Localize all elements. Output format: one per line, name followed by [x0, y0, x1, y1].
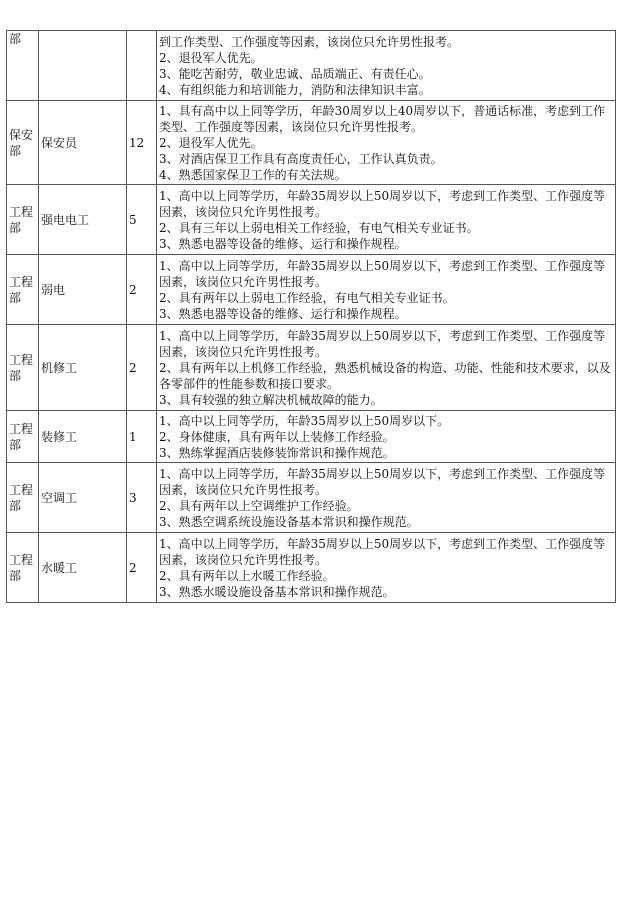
requirement-line: 2、具有两年以上空调维护工作经验。 — [159, 498, 359, 513]
requirements-cell — [157, 101, 616, 185]
department-cell: 工程部 — [7, 463, 39, 533]
position-cell — [39, 31, 127, 101]
position-cell: 水暖工 — [39, 533, 127, 603]
requirement-line: 3、熟悉空调系统设施设备基本常识和操作规范。 — [159, 514, 419, 529]
requirement-line: 1、高中以上同等学历，年龄35周岁以上50周岁以下，考虑到工作类型、工作强度等因素，该岗位只允许男性报考。 — [159, 328, 606, 359]
requirements-cell — [157, 463, 616, 533]
headcount-cell: 1 — [127, 411, 157, 463]
requirement-line: 1、高中以上同等学历，年龄35周岁以上50周岁以下，考虑到工作类型、工作强度等因素，该岗位只允许男性报考。 — [159, 258, 606, 289]
requirement-line: 2、身体健康，具有两年以上装修工作经验。 — [159, 429, 395, 444]
department-cell: 工程部 — [7, 533, 39, 603]
requirement-line: 3、对酒店保卫工作具有高度责任心，工作认真负责。 — [159, 151, 443, 166]
table-row — [7, 185, 616, 255]
position-cell: 保安员 — [39, 101, 127, 185]
requirements-cell — [157, 411, 616, 463]
requirement-line: 到工作类型、工作强度等因素，该岗位只允许男性报考。 — [159, 34, 460, 49]
requirement-line: 2、具有两年以上水暖工作经验。 — [159, 568, 335, 583]
requirement-line: 3、熟悉电器等设备的维修、运行和操作规程。 — [159, 306, 407, 321]
requirement-line: 2、具有三年以上弱电相关工作经验，有电气相关专业证书。 — [159, 220, 479, 235]
requirements-cell — [157, 185, 616, 255]
position-cell: 弱电 — [39, 255, 127, 325]
table-row — [7, 101, 616, 185]
headcount-cell — [127, 31, 157, 101]
table-row — [7, 463, 616, 533]
requirement-line: 1、高中以上同等学历，年龄35周岁以上50周岁以下，考虑到工作类型、工作强度等因素，该岗位只允许男性报考。 — [159, 466, 606, 497]
requirement-line: 4、有组织能力和培训能力，消防和法律知识丰富。 — [159, 82, 431, 97]
position-cell: 机修工 — [39, 325, 127, 411]
headcount-cell: 5 — [127, 185, 157, 255]
requirement-line: 4、熟悉国家保卫工作的有关法规。 — [159, 167, 347, 182]
requirements-cell — [157, 255, 616, 325]
requirement-line: 2、退役军人优先。 — [159, 135, 263, 150]
position-cell: 空调工 — [39, 463, 127, 533]
requirement-line: 1、高中以上同等学历，年龄35周岁以上50周岁以下。 — [159, 413, 450, 428]
requirement-line: 3、具有较强的独立解决机械故障的能力。 — [159, 392, 383, 407]
requirements-cell — [157, 325, 616, 411]
headcount-cell: 3 — [127, 463, 157, 533]
headcount-cell: 2 — [127, 255, 157, 325]
recruitment-table — [6, 30, 616, 603]
requirement-line: 1、高中以上同等学历，年龄35周岁以上50周岁以下，考虑到工作类型、工作强度等因素，该岗位只允许男性报考。 — [159, 188, 606, 219]
requirement-line: 1、具有高中以上同等学历，年龄30周岁以上40周岁以下，普通话标准，考虑到工作类型、工作强度等因素，该岗位只允许男性报考。 — [159, 103, 606, 134]
requirement-line: 3、熟悉电器等设备的维修、运行和操作规程。 — [159, 236, 407, 251]
table-row — [7, 325, 616, 411]
headcount-cell: 2 — [127, 533, 157, 603]
position-cell: 强电电工 — [39, 185, 127, 255]
table-row — [7, 533, 616, 603]
table-row — [7, 411, 616, 463]
requirement-line: 1、高中以上同等学历，年龄35周岁以上50周岁以下，考虑到工作类型、工作强度等因素，该岗位只允许男性报考。 — [159, 536, 606, 567]
table-row — [7, 255, 616, 325]
position-cell: 装修工 — [39, 411, 127, 463]
department-cell: 工程部 — [7, 185, 39, 255]
requirements-cell — [157, 533, 616, 603]
requirement-line: 2、具有两年以上弱电工作经验，有电气相关专业证书。 — [159, 290, 455, 305]
requirement-line: 3、熟悉水暖设施设备基本常识和操作规范。 — [159, 584, 395, 599]
department-cell: 工程部 — [7, 411, 39, 463]
requirements-cell — [157, 31, 616, 101]
department-cell: 工程部 — [7, 255, 39, 325]
requirement-line: 2、退役军人优先。 — [159, 50, 263, 65]
requirement-line: 3、能吃苦耐劳，敬业忠诚、品质端正、有责任心。 — [159, 66, 431, 81]
department-cell: 保安部 — [7, 101, 39, 185]
headcount-cell: 12 — [127, 101, 157, 185]
department-cell: 工程部 — [7, 325, 39, 411]
requirement-line: 2、具有两年以上机修工作经验，熟悉机械设备的构造、功能、性能和技术要求，以及各零部件的性能参数和接口要求。 — [159, 360, 611, 391]
table-row — [7, 31, 616, 101]
requirement-line: 3、熟练掌握酒店装修装饰常识和操作规范。 — [159, 445, 395, 460]
department-cell: 部 — [7, 31, 39, 101]
headcount-cell: 2 — [127, 325, 157, 411]
